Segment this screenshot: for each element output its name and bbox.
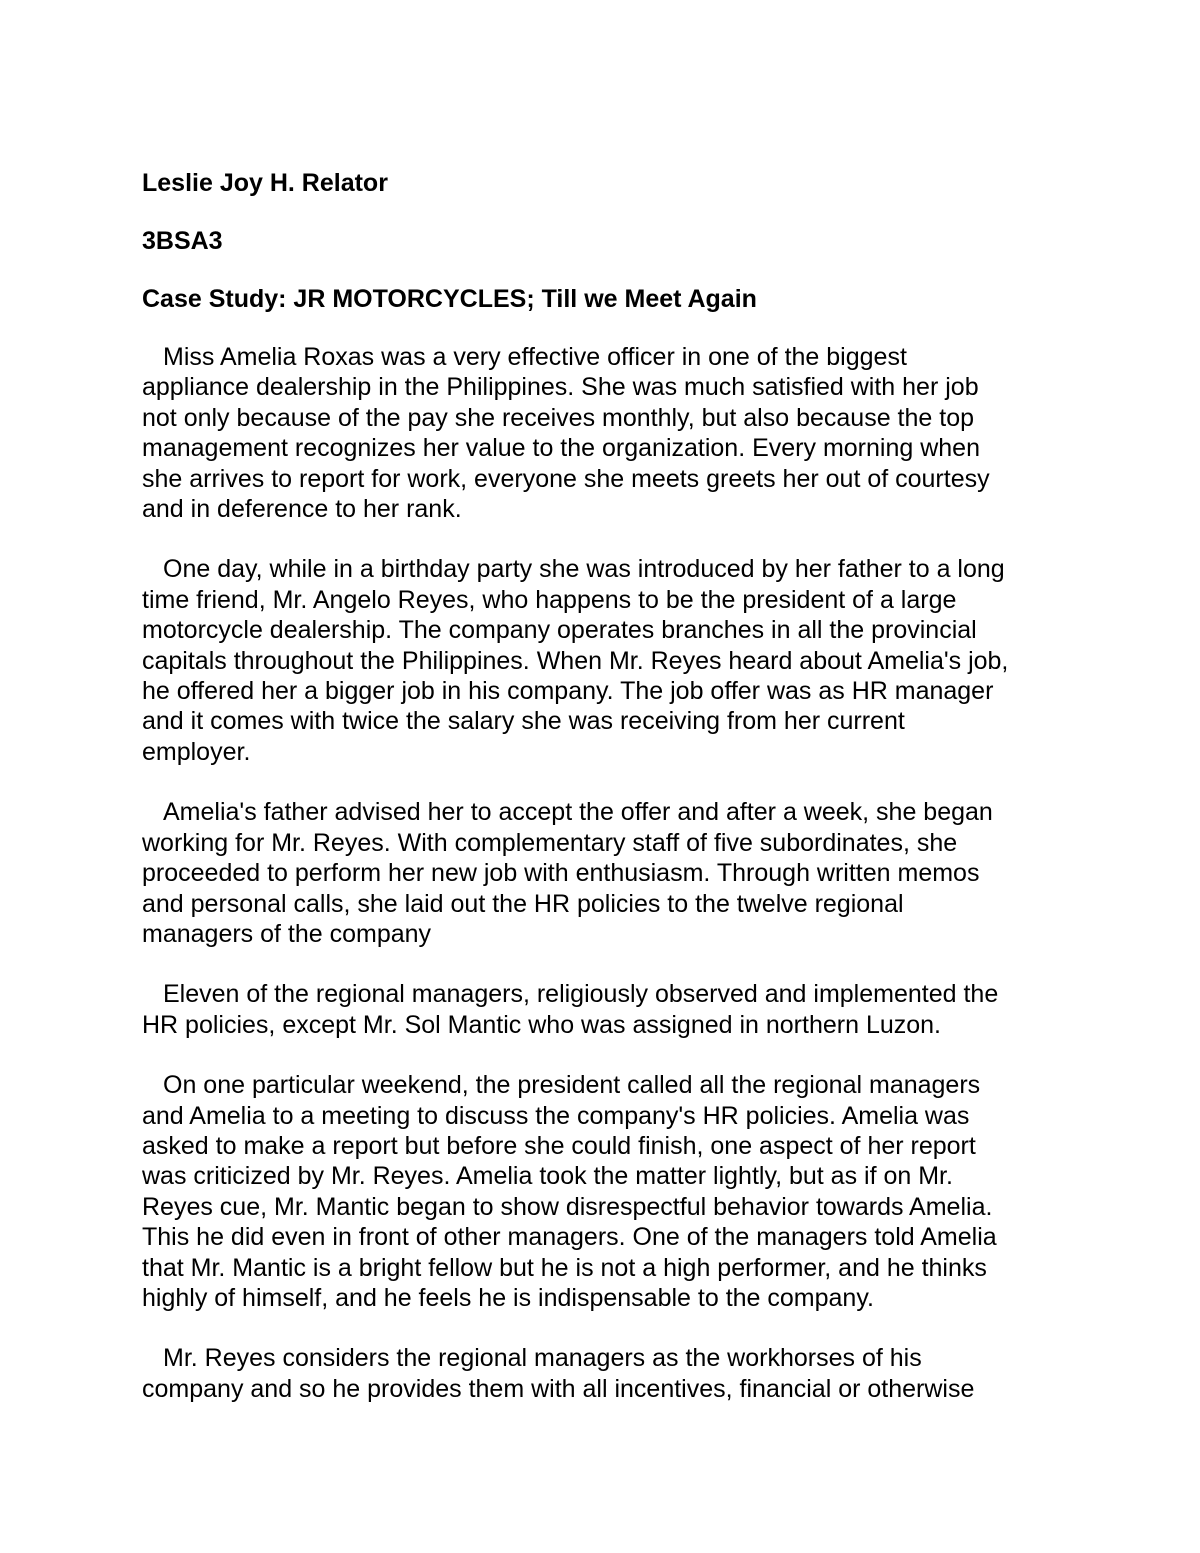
text-line: proceeded to perform her new job with enthusiasm. Through written memos	[142, 859, 980, 888]
text-line: was criticized by Mr. Reyes. Amelia took the matter lightly, but as if on Mr.	[142, 1162, 953, 1191]
text-line: managers of the company	[142, 919, 432, 948]
text-line: and it comes with twice the salary she was receiving from her current	[142, 707, 905, 736]
text-line: time friend, Mr. Angelo Reyes, who happens to be the president of a large	[142, 585, 957, 614]
section-code: 3BSA3	[142, 227, 223, 255]
text-line: not only because of the pay she receives monthly, but also because the top	[142, 403, 975, 432]
paragraph	[142, 1343, 1062, 1404]
text-line: she arrives to report for work, everyone she meets greets her out of courtesy	[142, 464, 990, 493]
text-line: Reyes cue, Mr. Mantic began to show disrespectful behavior towards Amelia.	[142, 1192, 993, 1221]
text-line: Eleven of the regional managers, religiously observed and implemented the	[163, 980, 999, 1009]
text-line: company and so he provides them with all incentives, financial or otherwise	[142, 1374, 975, 1403]
text-line: This he did even in front of other managers. One of the managers told Amelia	[142, 1223, 997, 1252]
text-line: management recognizes her value to the organization. Every morning when	[142, 434, 980, 463]
text-line: HR policies, except Mr. Sol Mantic who was assigned in northern Luzon.	[142, 1010, 941, 1039]
text-line: and personal calls, she laid out the HR policies to the twelve regional	[142, 889, 904, 918]
text-line: On one particular weekend, the president called all the regional managers	[163, 1071, 981, 1100]
paragraph	[142, 979, 1062, 1040]
text-line: Mr. Reyes considers the regional managers as the workhorses of his	[163, 1344, 922, 1373]
text-line: working for Mr. Reyes. With complementary staff of five subordinates, she	[142, 828, 958, 857]
paragraph	[142, 342, 1062, 524]
text-line: Miss Amelia Roxas was a very effective officer in one of the biggest	[163, 343, 907, 371]
text-line: and in deference to her rank.	[142, 495, 462, 524]
document-title: Case Study: JR MOTORCYCLES; Till we Meet Again	[142, 285, 757, 313]
paragraph	[142, 797, 1062, 949]
text-line: appliance dealership in the Philippines. She was much satisfied with her job	[142, 373, 979, 402]
text-line: and Amelia to a meeting to discuss the company's HR policies. Amelia was	[142, 1101, 970, 1130]
document-content	[142, 168, 1062, 1434]
text-line: that Mr. Mantic is a bright fellow but he is not a high performer, and he thinks	[142, 1253, 987, 1282]
body-text	[142, 342, 1062, 1404]
text-line: highly of himself, and he feels he is indispensable to the company.	[142, 1283, 874, 1312]
text-line: employer.	[142, 737, 251, 766]
text-line: Amelia's father advised her to accept the offer and after a week, she began	[163, 798, 993, 827]
author-name: Leslie Joy H. Relator	[142, 169, 388, 197]
paragraph	[142, 1070, 1062, 1313]
text-line: One day, while in a birthday party she was introduced by her father to a long	[163, 555, 1005, 584]
text-line: motorcycle dealership. The company operates branches in all the provincial	[142, 616, 977, 645]
paragraph	[142, 554, 1062, 767]
text-line: capitals throughout the Philippines. When Mr. Reyes heard about Amelia's job,	[142, 646, 1009, 675]
text-line: asked to make a report but before she could finish, one aspect of her report	[142, 1131, 976, 1160]
text-line: he offered her a bigger job in his company. The job offer was as HR manager	[142, 677, 994, 706]
